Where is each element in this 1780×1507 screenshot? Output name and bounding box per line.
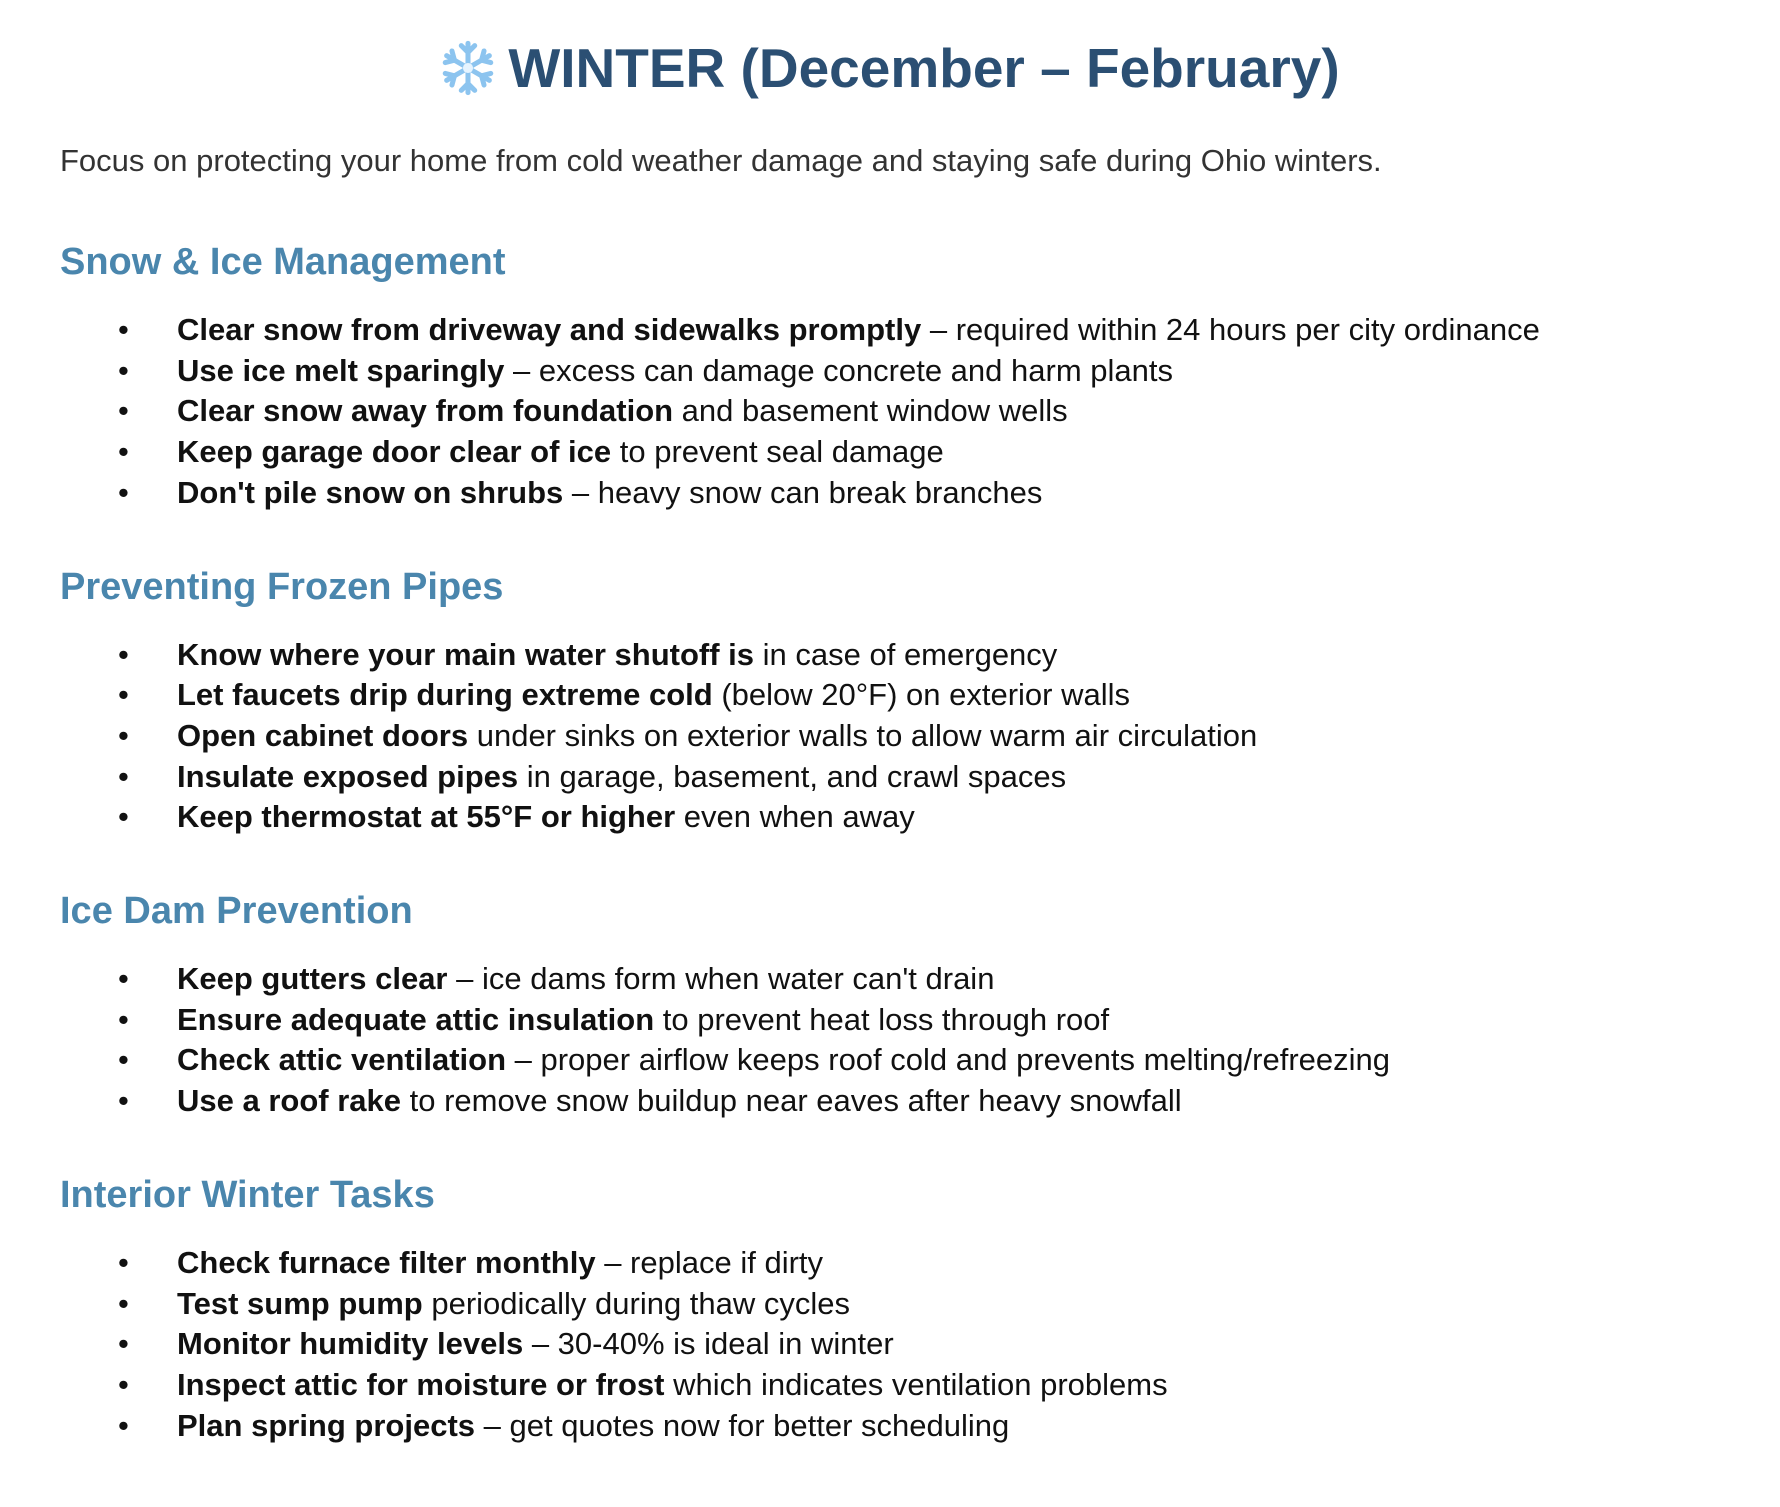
snowflake-icon <box>440 40 496 96</box>
list-item <box>0 959 1780 1000</box>
list-item <box>0 310 1780 351</box>
bullet-icon: • <box>118 636 129 672</box>
section-heading: Preventing Frozen Pipes <box>60 565 504 608</box>
item-bold: Don't pile snow on shrubs <box>177 474 564 510</box>
section <box>0 239 1780 514</box>
section <box>0 564 1780 839</box>
bullet-icon: • <box>118 1326 129 1362</box>
list-item <box>0 757 1780 798</box>
bullet-icon: • <box>118 352 129 388</box>
sections <box>0 239 1780 1446</box>
list-item <box>0 675 1780 716</box>
bullet-list <box>0 959 1780 1122</box>
bullet-icon: • <box>118 1407 129 1443</box>
item-text: to remove snow buildup near eaves after heavy snowfall <box>401 1083 1182 1119</box>
item-text: – ice dams form when water can't drain <box>447 961 995 997</box>
bullet-icon: • <box>118 1244 129 1280</box>
page-title <box>0 33 1780 103</box>
item-bold: Know where your main water shutoff is <box>177 636 755 672</box>
item-bold: Monitor humidity levels <box>177 1326 524 1362</box>
item-text: – get quotes now for better scheduling <box>475 1407 1010 1443</box>
list-item <box>0 473 1780 514</box>
bullet-icon: • <box>118 717 129 753</box>
list-item <box>0 1040 1780 1081</box>
bullet-icon: • <box>118 677 129 713</box>
list-item <box>0 391 1780 432</box>
title-text: WINTER (December – February) <box>508 37 1340 99</box>
item-bold: Test sump pump <box>177 1285 423 1321</box>
item-text: – proper airflow keeps roof cold and prevents melting/refreezing <box>506 1042 1391 1078</box>
list-item <box>0 1406 1780 1447</box>
bullet-list <box>0 1243 1780 1447</box>
bullet-icon: • <box>118 1042 129 1078</box>
bullet-list <box>0 635 1780 839</box>
list-item <box>0 432 1780 473</box>
item-bold: Ensure adequate attic insulation <box>177 1001 655 1037</box>
bullet-icon: • <box>118 758 129 794</box>
item-text: – replace if dirty <box>595 1244 824 1280</box>
item-text: to prevent seal damage <box>611 434 944 470</box>
bullet-icon: • <box>118 1285 129 1321</box>
item-text: and basement window wells <box>673 393 1068 429</box>
item-bold: Insulate exposed pipes <box>177 758 519 794</box>
section-heading: Ice Dam Prevention <box>60 890 413 933</box>
item-text: – excess can damage concrete and harm plants <box>504 352 1173 388</box>
bullet-icon: • <box>118 1366 129 1402</box>
item-text: under sinks on exterior walls to allow warm air circulation <box>468 717 1258 753</box>
bullet-icon: • <box>118 474 129 510</box>
section-heading: Snow & Ice Management <box>60 241 506 283</box>
list-item <box>0 351 1780 392</box>
list-item <box>0 1365 1780 1406</box>
bullet-icon: • <box>118 434 129 470</box>
list-item <box>0 1000 1780 1041</box>
list-item <box>0 1081 1780 1122</box>
item-text: (below 20°F) on exterior walls <box>712 677 1130 713</box>
intro-text: Focus on protecting your home from cold weather damage and staying safe during Ohio winters. <box>60 143 1382 178</box>
item-text: to prevent heat loss through roof <box>654 1001 1110 1037</box>
item-text: even when away <box>675 799 915 835</box>
list-item <box>0 716 1780 757</box>
item-bold: Clear snow from driveway and sidewalks promptly <box>177 312 922 347</box>
item-bold: Keep thermostat at 55°F or higher <box>177 799 676 835</box>
list-item <box>0 1284 1780 1325</box>
item-text: in garage, basement, and crawl spaces <box>518 758 1067 794</box>
item-bold: Clear snow away from foundation <box>177 393 674 429</box>
item-bold: Use a roof rake <box>177 1083 401 1119</box>
section <box>0 1172 1780 1447</box>
item-bold: Check attic ventilation <box>177 1042 507 1078</box>
item-bold: Open cabinet doors <box>177 717 469 753</box>
bullet-list <box>0 310 1780 514</box>
list-item <box>0 1243 1780 1284</box>
bullet-icon: • <box>118 961 129 997</box>
item-bold: Let faucets drip during extreme cold <box>177 677 713 713</box>
item-bold: Plan spring projects <box>177 1407 476 1443</box>
bullet-icon: • <box>118 312 129 347</box>
item-text: in case of emergency <box>754 636 1058 672</box>
item-bold: Keep garage door clear of ice <box>177 434 612 470</box>
item-text: which indicates ventilation problems <box>664 1366 1168 1402</box>
item-bold: Keep gutters clear <box>177 961 448 997</box>
item-text: – 30-40% is ideal in winter <box>523 1326 894 1362</box>
item-bold: Inspect attic for moisture or frost <box>177 1366 665 1402</box>
item-text: – heavy snow can break branches <box>563 474 1043 510</box>
item-bold: Check furnace filter monthly <box>177 1244 596 1280</box>
item-text: – required within 24 hours per city ordinance <box>921 312 1540 347</box>
list-item <box>0 1324 1780 1365</box>
list-item <box>0 797 1780 838</box>
item-bold: Use ice melt sparingly <box>177 352 505 388</box>
bullet-icon: • <box>118 799 129 835</box>
bullet-icon: • <box>118 1001 129 1037</box>
item-text: periodically during thaw cycles <box>422 1285 851 1321</box>
section <box>0 888 1780 1122</box>
bullet-icon: • <box>118 393 129 429</box>
section-heading: Interior Winter Tasks <box>60 1173 435 1216</box>
list-item <box>0 635 1780 676</box>
bullet-icon: • <box>118 1083 129 1119</box>
